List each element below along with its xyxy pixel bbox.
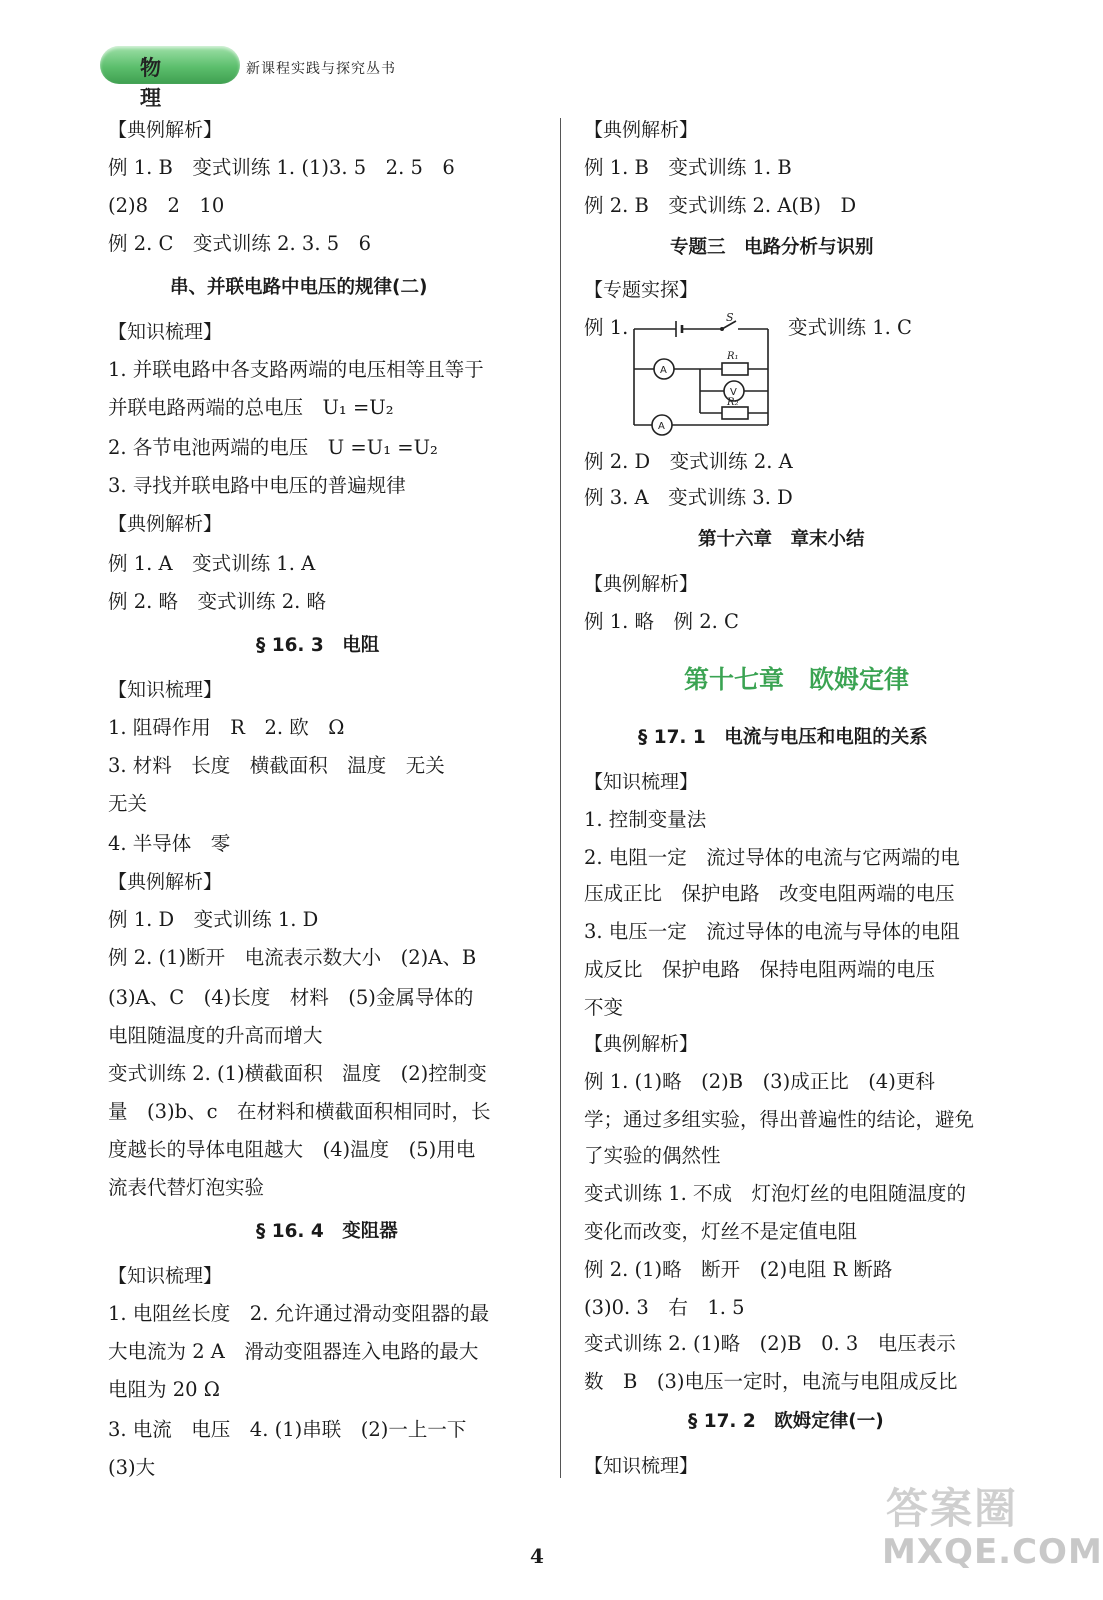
subject-label: 物理 <box>140 56 161 110</box>
column-divider <box>560 118 561 1478</box>
resistor-r1 <box>722 363 748 375</box>
answer-line: 例 2. (1)略 断开 (2)电阻 R 断路 <box>584 1258 893 1281</box>
answer-line: 例 1. B 变式训练 1. (1)3. 5 2. 5 6 <box>108 156 455 179</box>
section-label: 【知识梳理】 <box>108 1265 223 1287</box>
r2-label: R₂ <box>727 397 739 408</box>
section-label: 【典例解析】 <box>584 573 699 595</box>
answer-line: (3)0. 3 右 1. 5 <box>584 1296 745 1319</box>
section-label: 【典例解析】 <box>584 1033 699 1055</box>
answer-line: 例 3. A 变式训练 3. D <box>584 486 793 509</box>
section-heading: 第十六章 章末小结 <box>698 529 865 550</box>
resistor-r2 <box>722 407 748 419</box>
answer-line: 例 1. <box>584 316 629 339</box>
answer-line: 3. 材料 长度 横截面积 温度 无关 <box>108 754 445 777</box>
switch-label: S <box>726 311 734 324</box>
answer-line: (3)A、C (4)长度 材料 (5)金属导体的 <box>108 986 474 1009</box>
answer-line: 数 B (3)电压一定时，电流与电阻成反比 <box>584 1370 958 1393</box>
answer-line: 例 1. B 变式训练 1. B <box>584 156 792 179</box>
answer-line: 变式训练 2. (1)略 (2)B 0. 3 电压表示 <box>584 1332 956 1355</box>
chapter-title: 第十七章 欧姆定律 <box>684 665 910 694</box>
answer-line: 例 2. 略 变式训练 2. 略 <box>108 590 327 613</box>
page-number: 4 <box>530 1544 544 1568</box>
answer-line: 并联电路两端的总电压 U₁ =U₂ <box>108 396 394 419</box>
answer-line: 例 1. 略 例 2. C <box>584 610 739 633</box>
section-label: 【知识梳理】 <box>108 321 223 343</box>
answer-line: 1. 控制变量法 <box>584 808 707 831</box>
voltmeter-label: V <box>730 387 737 398</box>
section-heading: § 17. 1 电流与电压和电阻的关系 <box>638 727 928 748</box>
answer-line: 例 1. (1)略 (2)B (3)成正比 (4)更科 <box>584 1070 935 1093</box>
answer-line: 例 2. B 变式训练 2. A(B) D <box>584 194 857 217</box>
section-heading: § 17. 2 欧姆定律(一) <box>688 1411 884 1432</box>
answer-line: 不变 <box>584 996 624 1019</box>
section-label: 【典例解析】 <box>108 513 223 535</box>
answer-line: 2. 电阻一定 流过导体的电流与它两端的电 <box>584 846 960 869</box>
ammeter-label: A <box>658 421 665 432</box>
answer-line: 量 (3)b、c 在材料和横截面积相同时，长 <box>108 1100 491 1123</box>
answer-line: 了实验的偶然性 <box>584 1144 721 1167</box>
answer-line: 压成正比 保护电路 改变电阻两端的电压 <box>584 882 955 905</box>
answer-line: 3. 电压一定 流过导体的电流与导体的电阻 <box>584 920 960 943</box>
answer-line: 例 2. (1)断开 电流表示数大小 (2)A、B <box>108 946 477 969</box>
answer-line: 变式训练 1. 不成 灯泡灯丝的电阻随温度的 <box>584 1182 967 1205</box>
answer-line: (2)8 2 10 <box>108 194 225 217</box>
section-heading: § 16. 4 变阻器 <box>256 1221 398 1242</box>
answer-line: 例 1. D 变式训练 1. D <box>108 908 319 931</box>
ammeter-label: A <box>660 365 667 376</box>
watermark-logo: 答案圈 <box>886 1484 1019 1533</box>
answer-line: 大电流为 2 A 滑动变阻器连入电路的最大 <box>108 1340 479 1363</box>
answer-line: 例 2. C 变式训练 2. 3. 5 6 <box>108 232 372 255</box>
answer-line: 1. 并联电路中各支路两端的电压相等且等于 <box>108 358 484 381</box>
answer-line: 4. 半导体 零 <box>108 832 231 855</box>
answer-line: 3. 寻找并联电路中电压的普遍规律 <box>108 474 406 497</box>
section-heading: 专题三 电路分析与识别 <box>670 237 874 258</box>
answer-line: 成反比 保护电路 保持电阻两端的电压 <box>584 958 936 981</box>
answer-line: 3. 电流 电压 4. (1)串联 (2)一上一下 <box>108 1418 467 1441</box>
section-label: 【典例解析】 <box>108 119 223 141</box>
section-label: 【知识梳理】 <box>584 771 699 793</box>
subject-badge <box>100 46 240 84</box>
r1-label: R₁ <box>727 351 739 362</box>
section-label: 【典例解析】 <box>108 871 223 893</box>
section-heading: 串、并联电路中电压的规律(二) <box>170 277 428 298</box>
answer-line: 2. 各节电池两端的电压 U =U₁ =U₂ <box>108 436 438 459</box>
answer-line: (3)大 <box>108 1456 156 1479</box>
answer-line: 1. 阻碍作用 R 2. 欧 Ω <box>108 716 345 739</box>
switch-pivot <box>720 327 724 331</box>
answer-line: 变化而改变，灯丝不是定值电阻 <box>584 1220 858 1243</box>
answer-line: 1. 电阻丝长度 2. 允许通过滑动变阻器的最 <box>108 1302 490 1325</box>
circuit-diagram <box>632 313 774 443</box>
answer-line: 学；通过多组实验，得出普遍性的结论，避免 <box>584 1108 975 1131</box>
answer-line: 度越长的导体电阻越大 (4)温度 (5)用电 <box>108 1138 476 1161</box>
series-title: 新课程实践与探究丛书 <box>246 61 396 77</box>
answer-line: 流表代替灯泡实验 <box>108 1176 265 1199</box>
answer-line: 变式训练 1. C <box>788 316 912 339</box>
section-label: 【典例解析】 <box>584 119 699 141</box>
answer-line: 无关 <box>108 792 148 815</box>
answer-line: 电阻为 20 Ω <box>108 1378 220 1401</box>
watermark-site: MXQE.COM <box>882 1532 1103 1572</box>
answer-line: 例 1. A 变式训练 1. A <box>108 552 316 575</box>
answer-line: 变式训练 2. (1)横截面积 温度 (2)控制变 <box>108 1062 487 1085</box>
section-heading: § 16. 3 电阻 <box>256 635 380 656</box>
answer-line: 电阻随温度的升高而增大 <box>108 1024 323 1047</box>
section-label: 【知识梳理】 <box>108 679 223 701</box>
answer-line: 例 2. D 变式训练 2. A <box>584 450 793 473</box>
section-label: 【知识梳理】 <box>584 1455 699 1477</box>
section-label: 【专题实探】 <box>584 279 699 301</box>
